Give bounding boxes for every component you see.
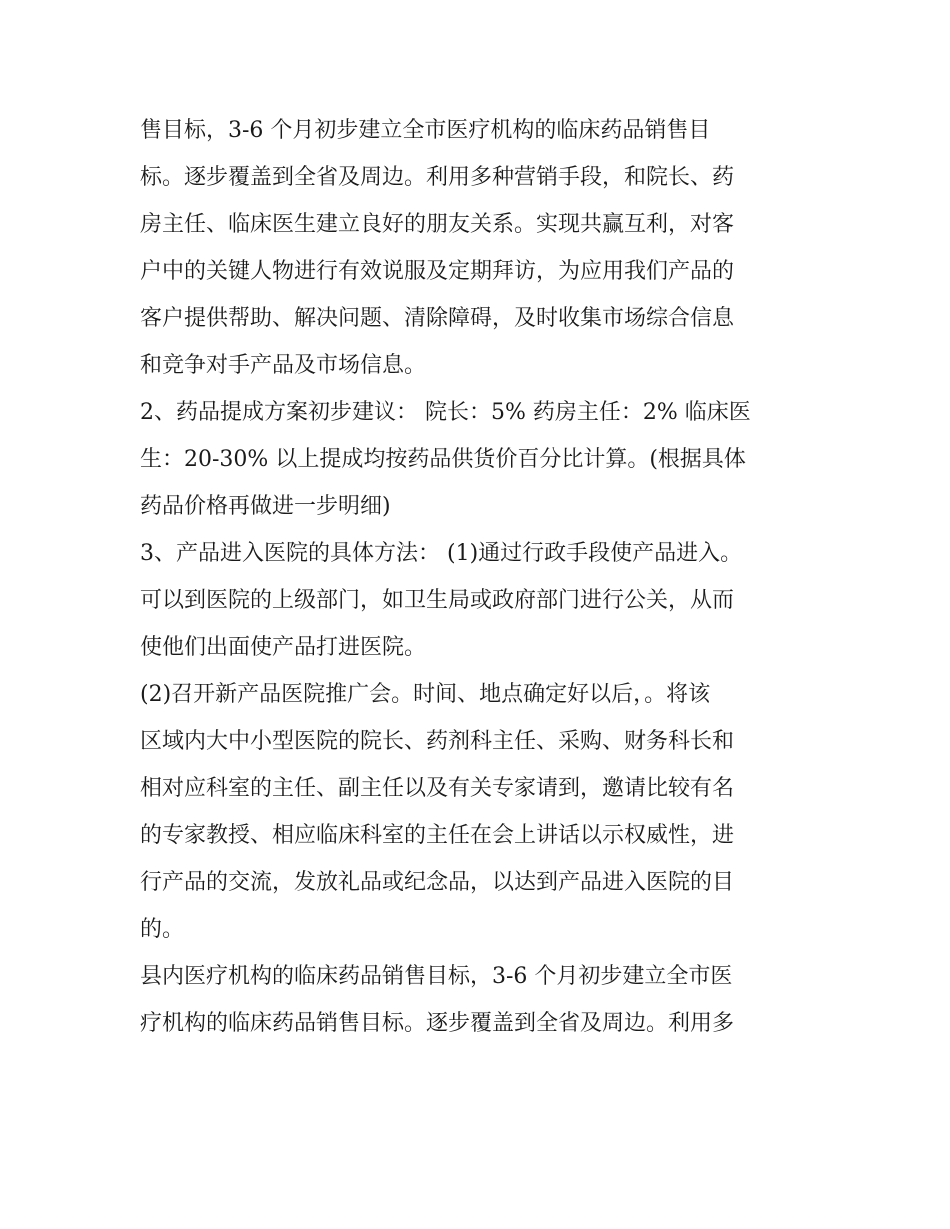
text-line: 可以到医院的上级部门，如卫生局或政府部门进行公关，从而 (140, 588, 735, 613)
text-line: 疗机构的临床药品销售目标。逐步覆盖到全省及周边。利用多 (140, 1011, 735, 1036)
text-line: 的。 (140, 917, 185, 942)
text-line: 生：20-30% 以上提成均按药品供货价百分比计算。(根据具体 (140, 447, 746, 472)
text-line: 区域内大中小型医院的院长、药剂科主任、采购、财务科长和 (140, 729, 735, 754)
text-line: 售目标，3-6 个月初步建立全市医疗机构的临床药品销售目 (140, 118, 711, 143)
text-line: 药品价格再做进一步明细) (140, 494, 391, 519)
text-line: 和竞争对手产品及市场信息。 (140, 353, 427, 378)
text-line: 3、产品进入医院的具体方法： (1)通过行政手段使产品进入。 (140, 541, 743, 566)
text-line: 的专家教授、相应临床科室的主任在会上讲话以示权威性，进 (140, 823, 735, 848)
text-line: 使他们出面使产品打进医院。 (140, 635, 427, 660)
text-line: 县内医疗机构的临床药品销售目标，3-6 个月初步建立全市医 (140, 964, 733, 989)
document-body (140, 107, 820, 1047)
text-line: 房主任、临床医生建立良好的朋友关系。实现共赢互利，对客 (140, 212, 735, 237)
text-line: 2、药品提成方案初步建议： 院长：5% 药房主任：2% 临床医 (140, 400, 751, 425)
text-line: (2)召开新产品医院推广会。时间、地点确定好以后，。将该 (140, 682, 711, 707)
text-line: 客户提供帮助、解决问题、清除障碍，及时收集市场综合信息 (140, 306, 735, 331)
text-line: 户中的关键人物进行有效说服及定期拜访，为应用我们产品的 (140, 259, 735, 284)
text-line: 相对应科室的主任、副主任以及有关专家请到，邀请比较有名 (140, 776, 735, 801)
text-line: 行产品的交流，发放礼品或纪念品，以达到产品进入医院的目 (140, 870, 735, 895)
text-line: 标。逐步覆盖到全省及周边。利用多种营销手段，和院长、药 (140, 165, 735, 190)
